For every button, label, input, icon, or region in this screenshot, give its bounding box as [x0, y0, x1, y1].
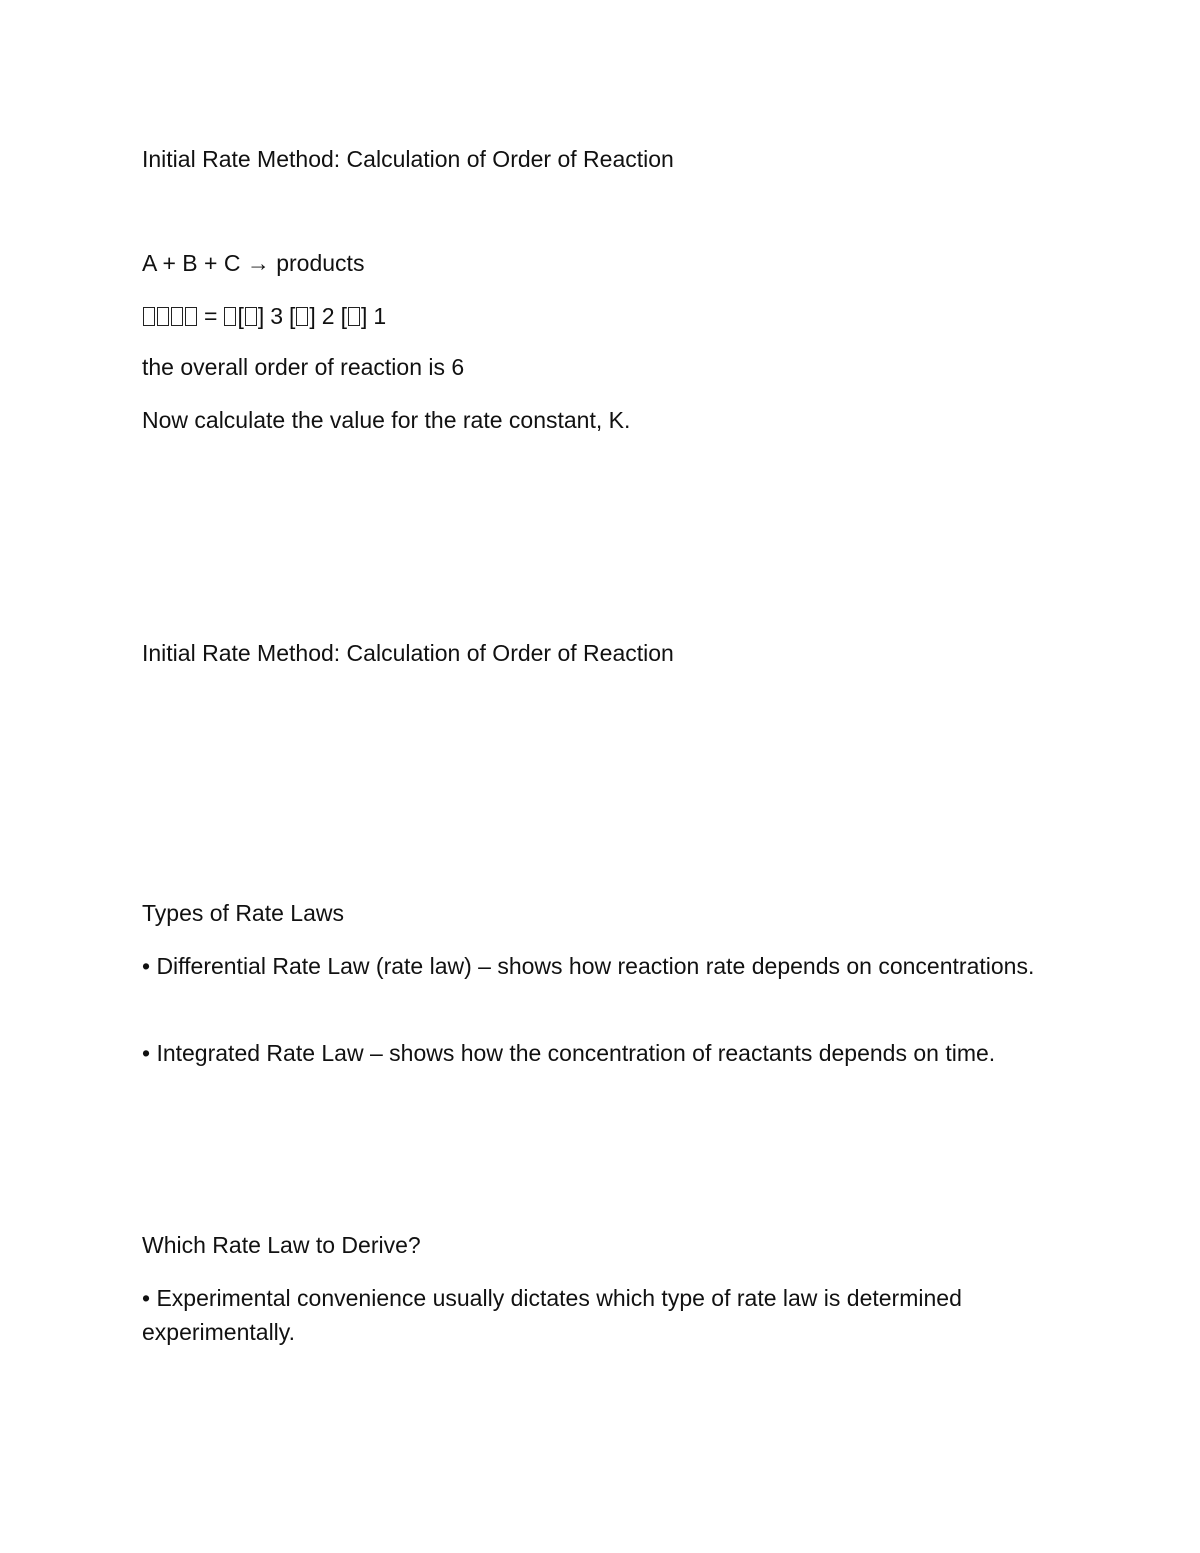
exponent-b: 2 — [321, 303, 335, 329]
missing-glyph-box — [157, 307, 169, 326]
rate-law-equation: = [ ] 3 [ ] 2 [ ] 1 — [142, 299, 386, 333]
missing-glyph-box — [143, 307, 155, 326]
section-title: Initial Rate Method: Calculation of Order of Reaction — [142, 146, 674, 172]
section-title: Types of Rate Laws — [142, 900, 344, 926]
missing-glyph-box — [224, 307, 236, 326]
exponent-a: 3 — [270, 303, 284, 329]
section-title: Initial Rate Method: Calculation of Order of Reaction — [142, 640, 674, 666]
missing-glyph-box — [245, 307, 257, 326]
bullet-item: • Differential Rate Law (rate law) – shows how reaction rate depends on concentrations. — [142, 953, 1035, 979]
instruction-text: Now calculate the value for the rate constant, K. — [142, 407, 631, 433]
section-title: Which Rate Law to Derive? — [142, 1232, 421, 1258]
missing-glyph-box — [348, 307, 360, 326]
equals-sign: = — [204, 303, 218, 329]
bullet-item: • Experimental convenience usually dictates which type of rate law is determined experimentally. — [142, 1285, 962, 1345]
reaction-equation: A + B + C → products — [142, 250, 365, 276]
missing-glyph-box — [185, 307, 197, 326]
overall-order-text: the overall order of reaction is 6 — [142, 354, 465, 380]
bullet-item: • Integrated Rate Law – shows how the concentration of reactants depends on time. — [142, 1040, 996, 1066]
exponent-c: 1 — [373, 303, 387, 329]
missing-glyph-box — [296, 307, 308, 326]
missing-glyph-box — [171, 307, 183, 326]
